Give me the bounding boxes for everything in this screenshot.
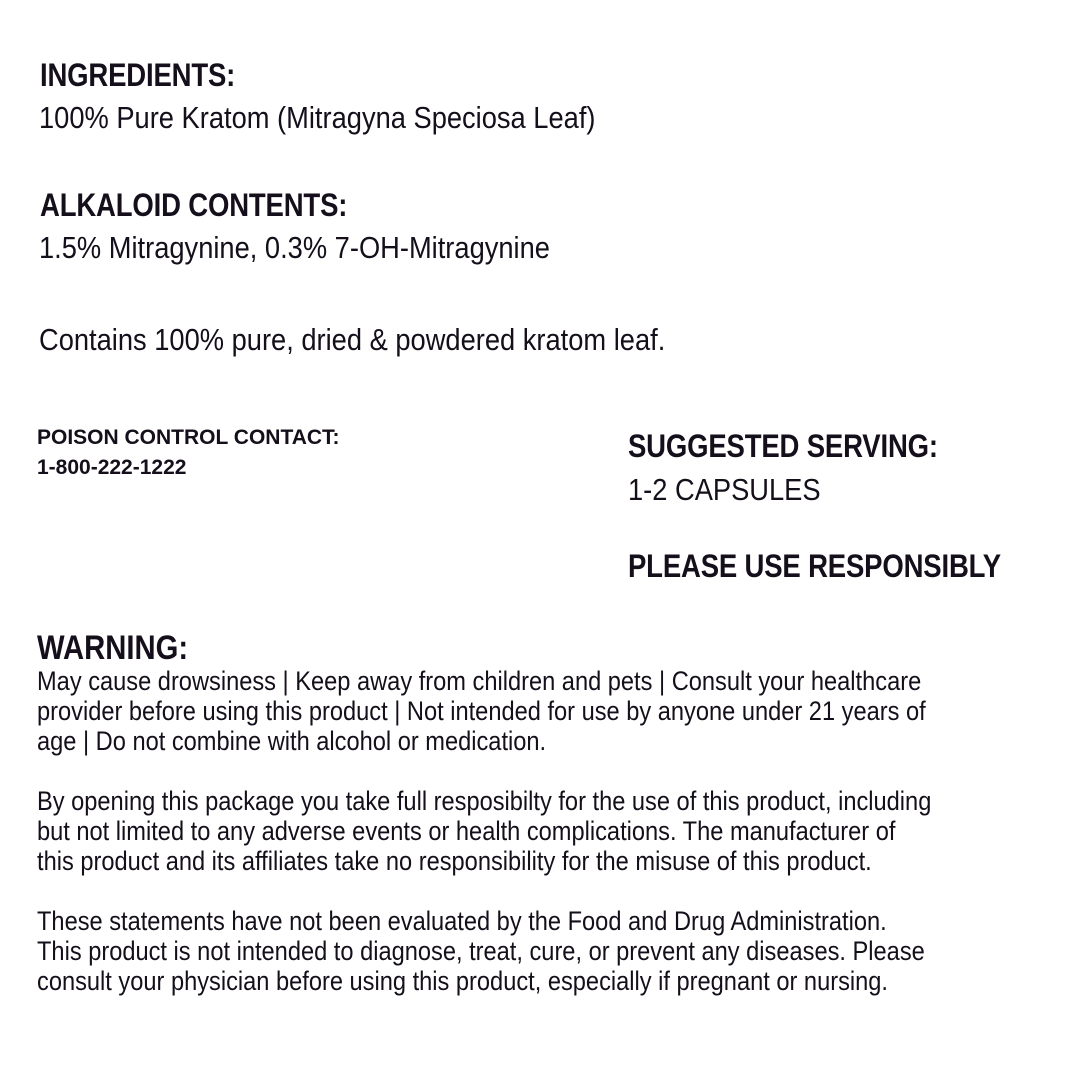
ingredients-text: 100% Pure Kratom (Mitragyna Speciosa Leaf): [39, 100, 596, 135]
poison-control-phone: 1-800-222-1222: [37, 456, 187, 479]
suggested-serving-heading: SUGGESTED SERVING:: [628, 428, 938, 464]
fda-disclaimer-paragraph: These statements have not been evaluated by the Food and Drug Administration. This product is not intended to diagnose, treat, cure, or prevent any diseases. Please consult your physician before using this product, especially if pregnant or nursing.: [37, 906, 925, 996]
responsibility-note: PLEASE USE RESPONSIBLY: [628, 548, 1001, 584]
alkaloid-contents-heading: ALKALOID CONTENTS:: [40, 187, 348, 223]
responsibility-paragraph: By opening this package you take full resposibilty for the use of this product, including but not limited to any adverse events or health complications. The manufacturer of this product and its affiliates take no responsibility for the misuse of this product.: [37, 786, 932, 876]
ingredients-heading: INGREDIENTS:: [40, 57, 236, 93]
warning-paragraph: May cause drowsiness | Keep away from children and pets | Consult your healthcare provider before using this product | Not intended for use by anyone under 21 years of age | Do not combine with alcohol or medication.: [37, 666, 926, 756]
poison-control-heading: POISON CONTROL CONTACT:: [37, 426, 340, 449]
suggested-serving-amount: 1-2 CAPSULES: [628, 472, 821, 507]
alkaloid-contents-text: 1.5% Mitragynine, 0.3% 7-OH-Mitragynine: [39, 230, 550, 265]
warning-heading: WARNING:: [37, 629, 189, 667]
contains-statement: Contains 100% pure, dried & powdered kratom leaf.: [39, 322, 666, 357]
